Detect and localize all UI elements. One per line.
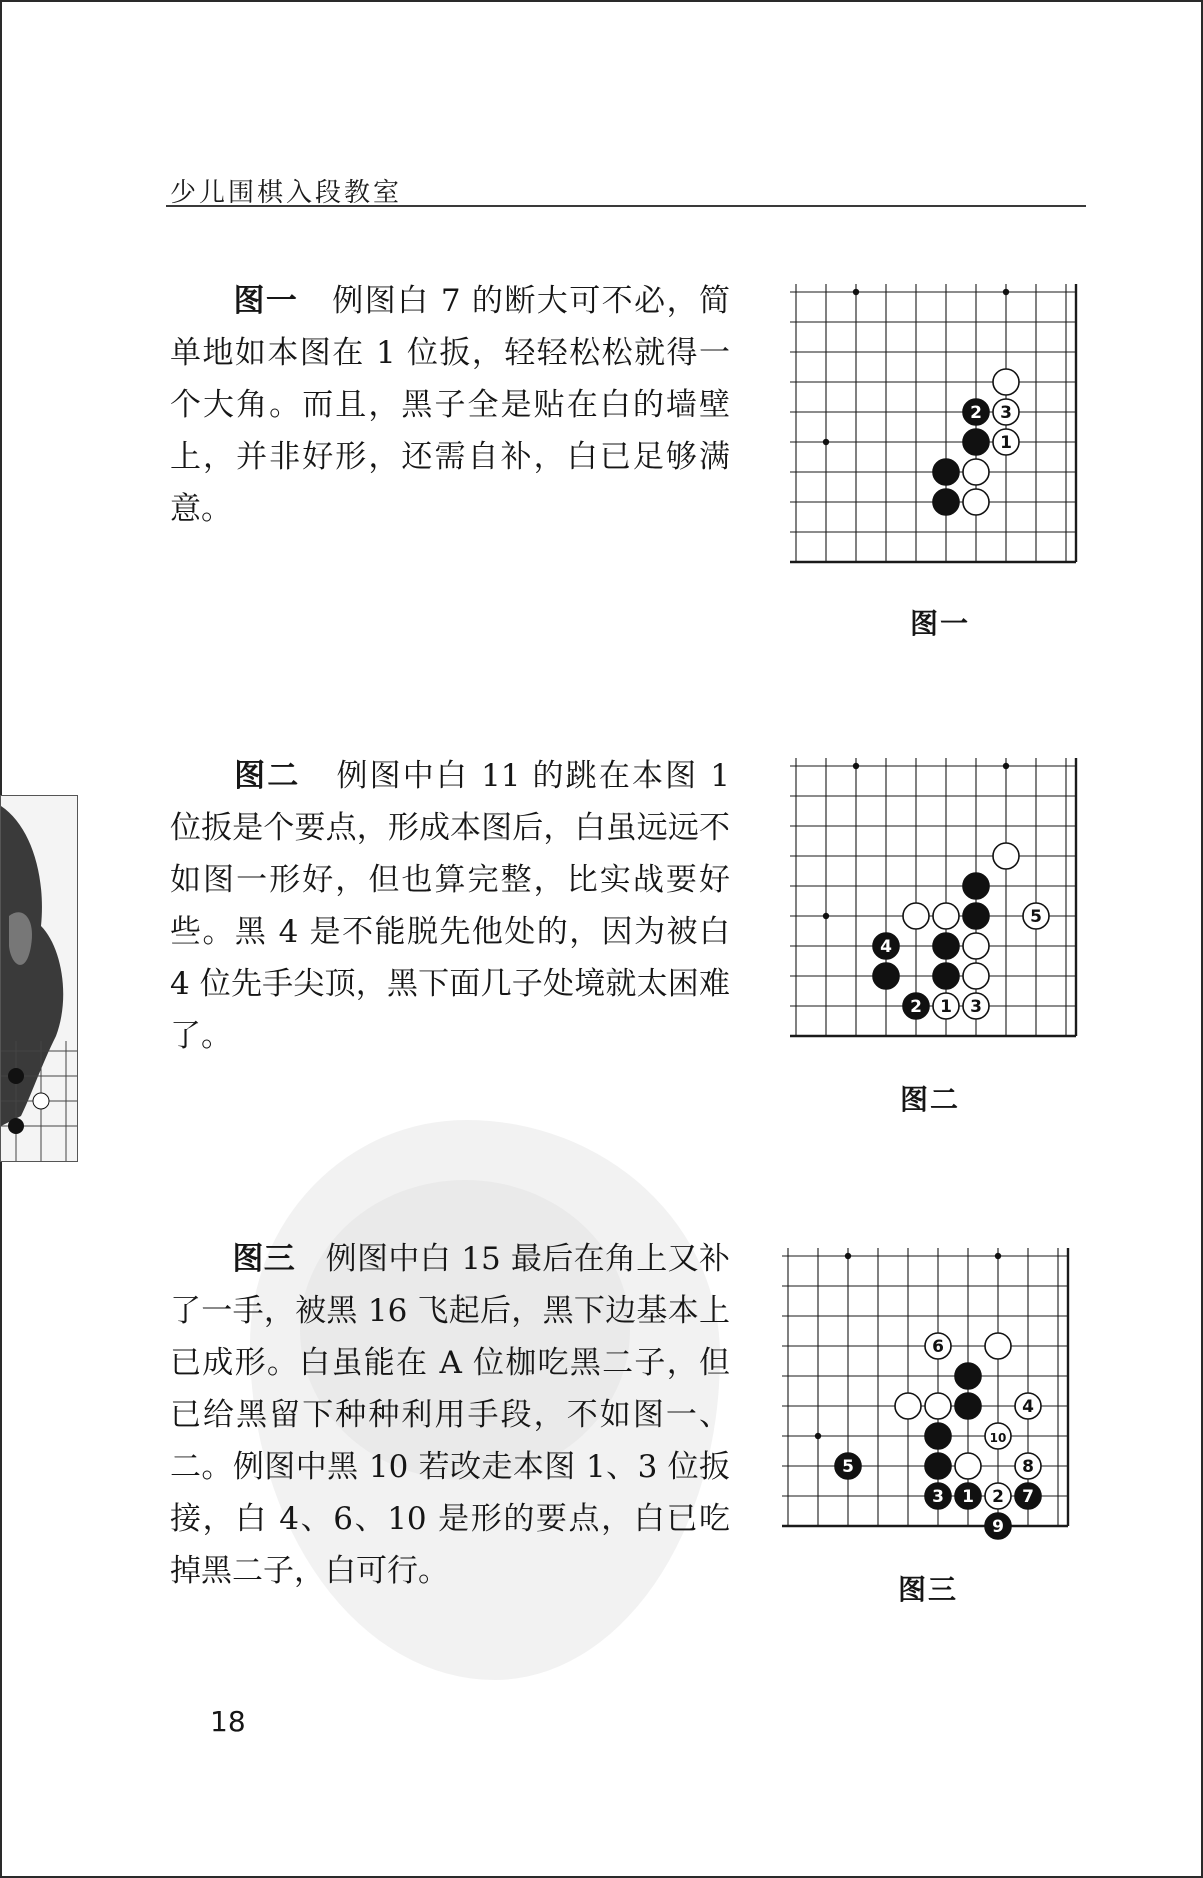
black-stone: [955, 1483, 981, 1509]
stone-label: 4: [1022, 1397, 1034, 1417]
white-stone: [895, 1393, 921, 1419]
white-stone: [925, 1393, 951, 1419]
go-player-illustration-icon: [0, 795, 78, 1162]
star-point: [823, 913, 829, 919]
black-stone: [933, 963, 959, 989]
board-grid: [790, 284, 1076, 562]
stone-label: 1: [1000, 433, 1012, 453]
white-stone: [933, 903, 959, 929]
header-rule: [166, 205, 1086, 207]
black-stone: [963, 903, 989, 929]
running-header: 少儿围棋入段教室: [170, 178, 403, 208]
white-stone: [963, 993, 989, 1019]
go-board-fig3: [778, 1248, 1078, 1558]
black-stone: [1015, 1483, 1041, 1509]
figure-caption: 图二: [900, 1083, 961, 1116]
stone-label: 2: [970, 403, 982, 423]
paragraph-fig1: [170, 275, 730, 535]
white-stone: [985, 1333, 1011, 1359]
stone-label: 2: [910, 997, 922, 1017]
white-stone: [963, 963, 989, 989]
black-stone: [963, 873, 989, 899]
stone-label: 1: [940, 997, 952, 1017]
star-point: [853, 289, 859, 295]
paragraph-lead: 图三: [232, 1241, 296, 1277]
black-stone: [985, 1513, 1011, 1539]
white-stone: [993, 843, 1019, 869]
black-stone: [873, 933, 899, 959]
white-stone: [993, 429, 1019, 455]
paragraph-text: 例图中白 11 的跳在本图 1 位扳是个要点，形成本图后，白虽远远不如图一形好，但也算完整，比实战要好些。黑 4 是不能脱先他处的，因为被白 4 位先手尖顶，黑下面几子处境就太困难了。: [170, 758, 731, 1054]
star-point: [815, 1433, 821, 1439]
black-stone: [933, 459, 959, 485]
stone-label: 7: [1022, 1487, 1034, 1507]
paragraph-lead: 图一: [232, 283, 299, 319]
stone-label: 3: [970, 997, 982, 1017]
go-board-fig1: [786, 284, 1086, 574]
paragraph-text: 例图白 7 的断大可不必，简单地如本图在 1 位扳，轻轻松松就得一个大角。而且，黑子全是贴在白的墙壁上，并非好形，还需自补，白已足够满意。: [170, 283, 731, 527]
paragraph-lead: 图二: [232, 758, 301, 794]
white-stone: [903, 903, 929, 929]
stone-label: 6: [932, 1337, 944, 1357]
stone-label: 4: [880, 937, 892, 957]
stone-label: 9: [992, 1517, 1004, 1537]
stone-label: 5: [842, 1457, 854, 1477]
black-stone: [925, 1453, 951, 1479]
board-grid: [790, 758, 1076, 1036]
white-stone: [963, 459, 989, 485]
star-point: [1003, 763, 1009, 769]
black-stone: [903, 993, 929, 1019]
page-number: 18: [210, 1705, 246, 1738]
star-point: [823, 439, 829, 445]
stone-label: 1: [962, 1487, 974, 1507]
white-stone: [1023, 903, 1049, 929]
black-stone: [933, 489, 959, 515]
white-stone: [1015, 1453, 1041, 1479]
stone-label: 2: [992, 1487, 1004, 1507]
white-stone: [925, 1333, 951, 1359]
star-point: [845, 1253, 851, 1259]
star-point: [1003, 289, 1009, 295]
stone-label: 10: [989, 1431, 1007, 1445]
white-stone: [933, 993, 959, 1019]
white-stone: [963, 489, 989, 515]
figure-caption: 图三: [898, 1573, 959, 1606]
white-stone: [963, 933, 989, 959]
go-board-fig2: [786, 758, 1086, 1048]
stone-label: 5: [1030, 907, 1042, 927]
white-stone: [985, 1423, 1011, 1449]
black-stone: [873, 963, 899, 989]
paragraph-text: 例图中白 15 最后在角上又补了一手，被黑 16 飞起后，黑下边基本上已成形。白虽能在 A 位枷吃黑二子，但已给黑留下种种利用手段，不如图一、二。例图中黑 10 若改走本图 1、3 位扳接，白 4、6、10 是形的要点，白已吃掉黑二子，白可行。: [170, 1241, 730, 1589]
stone-label: 3: [932, 1487, 944, 1507]
white-stone: [1015, 1393, 1041, 1419]
star-point: [995, 1253, 1001, 1259]
paragraph-fig2: [170, 750, 730, 1062]
white-stone: [985, 1483, 1011, 1509]
black-stone: [925, 1423, 951, 1449]
black-stone: [933, 933, 959, 959]
figure-caption: 图一: [910, 607, 971, 640]
black-stone: [963, 399, 989, 425]
white-stone: [993, 399, 1019, 425]
black-stone: [963, 429, 989, 455]
black-stone: [955, 1393, 981, 1419]
white-stone: [955, 1453, 981, 1479]
black-stone: [835, 1453, 861, 1479]
black-stone: [925, 1483, 951, 1509]
stone-label: 8: [1022, 1457, 1034, 1477]
star-point: [853, 763, 859, 769]
paragraph-fig3: [170, 1233, 730, 1597]
stone-label: 3: [1000, 403, 1012, 423]
white-stone: [993, 369, 1019, 395]
black-stone: [955, 1363, 981, 1389]
